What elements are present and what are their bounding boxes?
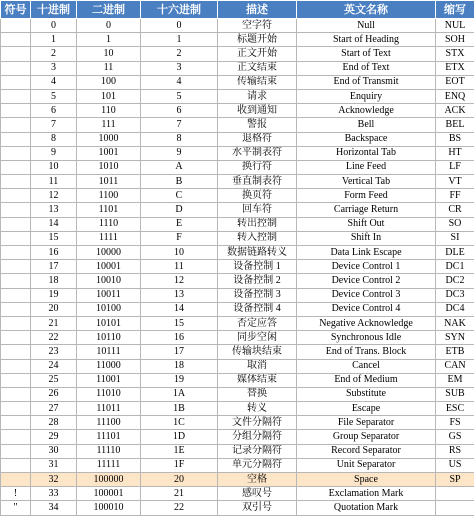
table-row (1, 104, 474, 118)
symbol-cell (1, 231, 31, 245)
symbol-cell (1, 444, 31, 458)
abbreviation-cell (436, 487, 474, 501)
binary-cell: 1100 (77, 189, 141, 203)
symbol-cell (1, 359, 31, 373)
binary-cell: 10000 (77, 246, 141, 260)
abbreviation-cell: SP (436, 473, 474, 487)
english-name-cell: Substitute (297, 387, 436, 401)
binary-cell: 1111 (77, 231, 141, 245)
english-name-cell: Device Control 4 (297, 302, 436, 316)
english-name-cell: Form Feed (297, 189, 436, 203)
abbreviation-cell: FF (436, 189, 474, 203)
abbreviation-cell: DC2 (436, 274, 474, 288)
english-name-cell: Data Link Escape (297, 246, 436, 260)
description-cell: 双引号 (218, 501, 297, 515)
english-name-cell: Start of Text (297, 47, 436, 61)
english-name-cell: Record Separator (297, 444, 436, 458)
symbol-cell (1, 104, 31, 118)
decimal-cell: 33 (31, 487, 77, 501)
description-cell: 收到通知 (218, 104, 297, 118)
table-row (1, 203, 474, 217)
decimal-cell: 17 (31, 260, 77, 274)
binary-cell: 1000 (77, 132, 141, 146)
description-cell: 传输块结束 (218, 345, 297, 359)
table-row (1, 47, 474, 61)
symbol-cell: ! (1, 487, 31, 501)
binary-cell: 11100 (77, 416, 141, 430)
symbol-cell (1, 288, 31, 302)
abbreviation-cell: SUB (436, 387, 474, 401)
symbol-cell (1, 274, 31, 288)
abbreviation-cell: LF (436, 160, 474, 174)
decimal-cell: 15 (31, 231, 77, 245)
description-cell: 垂直制表符 (218, 175, 297, 189)
table-row (1, 345, 474, 359)
hex-cell: 4 (141, 75, 218, 89)
binary-cell: 11010 (77, 387, 141, 401)
hex-cell: 1E (141, 444, 218, 458)
description-cell: 设备控制 1 (218, 260, 297, 274)
english-name-cell: Exclamation Mark (297, 487, 436, 501)
table-row (1, 175, 474, 189)
hex-cell: 14 (141, 302, 218, 316)
description-cell: 换行符 (218, 160, 297, 174)
abbreviation-cell: SOH (436, 33, 474, 47)
decimal-cell: 27 (31, 402, 77, 416)
table-row (1, 402, 474, 416)
table-row (1, 316, 474, 330)
table-row (1, 246, 474, 260)
decimal-cell: 12 (31, 189, 77, 203)
english-name-cell: End of Text (297, 61, 436, 75)
abbreviation-cell: ESC (436, 402, 474, 416)
abbreviation-cell: ENQ (436, 89, 474, 103)
binary-cell: 11001 (77, 373, 141, 387)
hex-cell: B (141, 175, 218, 189)
table-row (1, 118, 474, 132)
description-cell: 标题开始 (218, 33, 297, 47)
decimal-cell: 31 (31, 458, 77, 472)
symbol-cell (1, 217, 31, 231)
binary-cell: 10011 (77, 288, 141, 302)
description-cell: 回车符 (218, 203, 297, 217)
abbreviation-cell: ETX (436, 61, 474, 75)
hex-cell: 18 (141, 359, 218, 373)
hex-cell: 19 (141, 373, 218, 387)
english-name-cell: Backspace (297, 132, 436, 146)
description-cell: 记录分隔符 (218, 444, 297, 458)
decimal-cell: 13 (31, 203, 77, 217)
english-name-cell: Device Control 3 (297, 288, 436, 302)
table-row (1, 416, 474, 430)
description-cell: 警报 (218, 118, 297, 132)
description-cell: 退格符 (218, 132, 297, 146)
english-name-cell: Space (297, 473, 436, 487)
hex-cell: 17 (141, 345, 218, 359)
table-row (1, 359, 474, 373)
abbreviation-cell: STX (436, 47, 474, 61)
decimal-cell: 5 (31, 89, 77, 103)
description-cell: 感叹号 (218, 487, 297, 501)
symbol-cell: " (1, 501, 31, 515)
symbol-cell (1, 89, 31, 103)
symbol-cell (1, 132, 31, 146)
description-cell: 空字符 (218, 19, 297, 33)
table-row (1, 260, 474, 274)
english-name-cell: End of Trans. Block (297, 345, 436, 359)
hex-cell: 5 (141, 89, 218, 103)
binary-cell: 101 (77, 89, 141, 103)
description-cell: 请求 (218, 89, 297, 103)
decimal-cell: 21 (31, 316, 77, 330)
hex-cell: 20 (141, 473, 218, 487)
abbreviation-cell: BS (436, 132, 474, 146)
hex-cell: 16 (141, 331, 218, 345)
binary-cell: 11110 (77, 444, 141, 458)
hex-cell: E (141, 217, 218, 231)
abbreviation-cell: VT (436, 175, 474, 189)
binary-cell: 100010 (77, 501, 141, 515)
header-description: 描述 (218, 1, 297, 19)
english-name-cell: Group Separator (297, 430, 436, 444)
hex-cell: C (141, 189, 218, 203)
hex-cell: 1D (141, 430, 218, 444)
symbol-cell (1, 430, 31, 444)
decimal-cell: 11 (31, 175, 77, 189)
table-row (1, 189, 474, 203)
hex-cell: 12 (141, 274, 218, 288)
decimal-cell: 24 (31, 359, 77, 373)
table-row (1, 75, 474, 89)
english-name-cell: Bell (297, 118, 436, 132)
abbreviation-cell: SYN (436, 331, 474, 345)
header-symbol: 符号 (1, 1, 31, 19)
decimal-cell: 22 (31, 331, 77, 345)
decimal-cell: 4 (31, 75, 77, 89)
hex-cell: 21 (141, 487, 218, 501)
decimal-cell: 25 (31, 373, 77, 387)
description-cell: 文件分隔符 (218, 416, 297, 430)
decimal-cell: 32 (31, 473, 77, 487)
symbol-cell (1, 175, 31, 189)
binary-cell: 10110 (77, 331, 141, 345)
abbreviation-cell: EM (436, 373, 474, 387)
decimal-cell: 0 (31, 19, 77, 33)
binary-cell: 1 (77, 33, 141, 47)
decimal-cell: 10 (31, 160, 77, 174)
table-row (1, 160, 474, 174)
description-cell: 分组分隔符 (218, 430, 297, 444)
symbol-cell (1, 118, 31, 132)
symbol-cell (1, 260, 31, 274)
description-cell: 设备控制 4 (218, 302, 297, 316)
binary-cell: 1110 (77, 217, 141, 231)
english-name-cell: Vertical Tab (297, 175, 436, 189)
header-hex: 十六进制 (141, 1, 218, 19)
english-name-cell: Line Feed (297, 160, 436, 174)
english-name-cell: Negative Acknowledge (297, 316, 436, 330)
binary-cell: 111 (77, 118, 141, 132)
abbreviation-cell: GS (436, 430, 474, 444)
table-body (1, 19, 474, 516)
hex-cell: 1A (141, 387, 218, 401)
abbreviation-cell: HT (436, 146, 474, 160)
abbreviation-cell: CR (436, 203, 474, 217)
description-cell: 替换 (218, 387, 297, 401)
description-cell: 取消 (218, 359, 297, 373)
binary-cell: 10111 (77, 345, 141, 359)
english-name-cell: Unit Separator (297, 458, 436, 472)
hex-cell: 15 (141, 316, 218, 330)
english-name-cell: Quotation Mark (297, 501, 436, 515)
binary-cell: 1001 (77, 146, 141, 160)
symbol-cell (1, 402, 31, 416)
binary-cell: 11000 (77, 359, 141, 373)
abbreviation-cell: ACK (436, 104, 474, 118)
abbreviation-cell: BEL (436, 118, 474, 132)
symbol-cell (1, 160, 31, 174)
english-name-cell: Enquiry (297, 89, 436, 103)
description-cell: 数据链路转义 (218, 246, 297, 260)
abbreviation-cell: RS (436, 444, 474, 458)
decimal-cell: 20 (31, 302, 77, 316)
table-row (1, 501, 474, 515)
header-abbreviation: 缩写 (436, 1, 474, 19)
table-row (1, 19, 474, 33)
decimal-cell: 30 (31, 444, 77, 458)
header-binary: 二进制 (77, 1, 141, 19)
description-cell: 正文结束 (218, 61, 297, 75)
abbreviation-cell: US (436, 458, 474, 472)
hex-cell: A (141, 160, 218, 174)
symbol-cell (1, 458, 31, 472)
table-row (1, 288, 474, 302)
hex-cell: 7 (141, 118, 218, 132)
english-name-cell: Shift Out (297, 217, 436, 231)
symbol-cell (1, 19, 31, 33)
decimal-cell: 34 (31, 501, 77, 515)
hex-cell: F (141, 231, 218, 245)
hex-cell: 1F (141, 458, 218, 472)
description-cell: 换页符 (218, 189, 297, 203)
hex-cell: 0 (141, 19, 218, 33)
hex-cell: 1 (141, 33, 218, 47)
binary-cell: 100001 (77, 487, 141, 501)
hex-cell: 11 (141, 260, 218, 274)
binary-cell: 10101 (77, 316, 141, 330)
table-row (1, 33, 474, 47)
description-cell: 单元分隔符 (218, 458, 297, 472)
symbol-cell (1, 345, 31, 359)
hex-cell: 10 (141, 246, 218, 260)
hex-cell: D (141, 203, 218, 217)
abbreviation-cell: DC4 (436, 302, 474, 316)
decimal-cell: 18 (31, 274, 77, 288)
binary-cell: 11101 (77, 430, 141, 444)
symbol-cell (1, 75, 31, 89)
hex-cell: 3 (141, 61, 218, 75)
symbol-cell (1, 189, 31, 203)
symbol-cell (1, 473, 31, 487)
decimal-cell: 29 (31, 430, 77, 444)
decimal-cell: 2 (31, 47, 77, 61)
symbol-cell (1, 373, 31, 387)
binary-cell: 100 (77, 75, 141, 89)
abbreviation-cell: ETB (436, 345, 474, 359)
abbreviation-cell: NUL (436, 19, 474, 33)
abbreviation-cell (436, 501, 474, 515)
description-cell: 转入控制 (218, 231, 297, 245)
decimal-cell: 8 (31, 132, 77, 146)
table-row (1, 331, 474, 345)
english-name-cell: Horizontal Tab (297, 146, 436, 160)
symbol-cell (1, 331, 31, 345)
header-decimal: 十进制 (31, 1, 77, 19)
binary-cell: 1011 (77, 175, 141, 189)
decimal-cell: 9 (31, 146, 77, 160)
abbreviation-cell: DC3 (436, 288, 474, 302)
table-row (1, 444, 474, 458)
binary-cell: 10010 (77, 274, 141, 288)
table-row (1, 387, 474, 401)
header-english-name: 英文名称 (297, 1, 436, 19)
abbreviation-cell: DLE (436, 246, 474, 260)
binary-cell: 1101 (77, 203, 141, 217)
binary-cell: 11011 (77, 402, 141, 416)
table-row (1, 132, 474, 146)
symbol-cell (1, 203, 31, 217)
english-name-cell: Carriage Return (297, 203, 436, 217)
english-name-cell: File Separator (297, 416, 436, 430)
table-row (1, 146, 474, 160)
description-cell: 同步空闲 (218, 331, 297, 345)
table-row (1, 274, 474, 288)
english-name-cell: Null (297, 19, 436, 33)
abbreviation-cell: SI (436, 231, 474, 245)
hex-cell: 6 (141, 104, 218, 118)
binary-cell: 11111 (77, 458, 141, 472)
binary-cell: 10100 (77, 302, 141, 316)
description-cell: 正文开始 (218, 47, 297, 61)
hex-cell: 22 (141, 501, 218, 515)
table-row (1, 89, 474, 103)
symbol-cell (1, 146, 31, 160)
english-name-cell: Acknowledge (297, 104, 436, 118)
english-name-cell: Escape (297, 402, 436, 416)
description-cell: 媒体结束 (218, 373, 297, 387)
symbol-cell (1, 316, 31, 330)
binary-cell: 10 (77, 47, 141, 61)
table-header-row (1, 1, 474, 19)
english-name-cell: Synchronous Idle (297, 331, 436, 345)
table-row (1, 61, 474, 75)
binary-cell: 110 (77, 104, 141, 118)
decimal-cell: 7 (31, 118, 77, 132)
symbol-cell (1, 302, 31, 316)
abbreviation-cell: FS (436, 416, 474, 430)
hex-cell: 2 (141, 47, 218, 61)
hex-cell: 8 (141, 132, 218, 146)
binary-cell: 100000 (77, 473, 141, 487)
symbol-cell (1, 61, 31, 75)
table-row (1, 458, 474, 472)
description-cell: 水平制表符 (218, 146, 297, 160)
symbol-cell (1, 33, 31, 47)
binary-cell: 11 (77, 61, 141, 75)
symbol-cell (1, 387, 31, 401)
table-row (1, 473, 474, 487)
abbreviation-cell: DC1 (436, 260, 474, 274)
hex-cell: 1B (141, 402, 218, 416)
table-row (1, 302, 474, 316)
decimal-cell: 6 (31, 104, 77, 118)
hex-cell: 1C (141, 416, 218, 430)
table-row (1, 217, 474, 231)
description-cell: 转义 (218, 402, 297, 416)
decimal-cell: 23 (31, 345, 77, 359)
english-name-cell: Device Control 2 (297, 274, 436, 288)
symbol-cell (1, 246, 31, 260)
decimal-cell: 28 (31, 416, 77, 430)
hex-cell: 13 (141, 288, 218, 302)
description-cell: 设备控制 3 (218, 288, 297, 302)
abbreviation-cell: SO (436, 217, 474, 231)
symbol-cell (1, 416, 31, 430)
abbreviation-cell: NAK (436, 316, 474, 330)
english-name-cell: Device Control 1 (297, 260, 436, 274)
description-cell: 空格 (218, 473, 297, 487)
decimal-cell: 1 (31, 33, 77, 47)
description-cell: 否定应答 (218, 316, 297, 330)
binary-cell: 0 (77, 19, 141, 33)
decimal-cell: 3 (31, 61, 77, 75)
decimal-cell: 14 (31, 217, 77, 231)
english-name-cell: Start of Heading (297, 33, 436, 47)
table-row (1, 373, 474, 387)
symbol-cell (1, 47, 31, 61)
table-row (1, 487, 474, 501)
description-cell: 转出控制 (218, 217, 297, 231)
table-row (1, 430, 474, 444)
english-name-cell: End of Transmit (297, 75, 436, 89)
decimal-cell: 26 (31, 387, 77, 401)
english-name-cell: Shift In (297, 231, 436, 245)
abbreviation-cell: EOT (436, 75, 474, 89)
binary-cell: 10001 (77, 260, 141, 274)
table-row (1, 231, 474, 245)
description-cell: 设备控制 2 (218, 274, 297, 288)
binary-cell: 1010 (77, 160, 141, 174)
english-name-cell: End of Medium (297, 373, 436, 387)
hex-cell: 9 (141, 146, 218, 160)
decimal-cell: 16 (31, 246, 77, 260)
english-name-cell: Cancel (297, 359, 436, 373)
abbreviation-cell: CAN (436, 359, 474, 373)
description-cell: 传输结束 (218, 75, 297, 89)
decimal-cell: 19 (31, 288, 77, 302)
